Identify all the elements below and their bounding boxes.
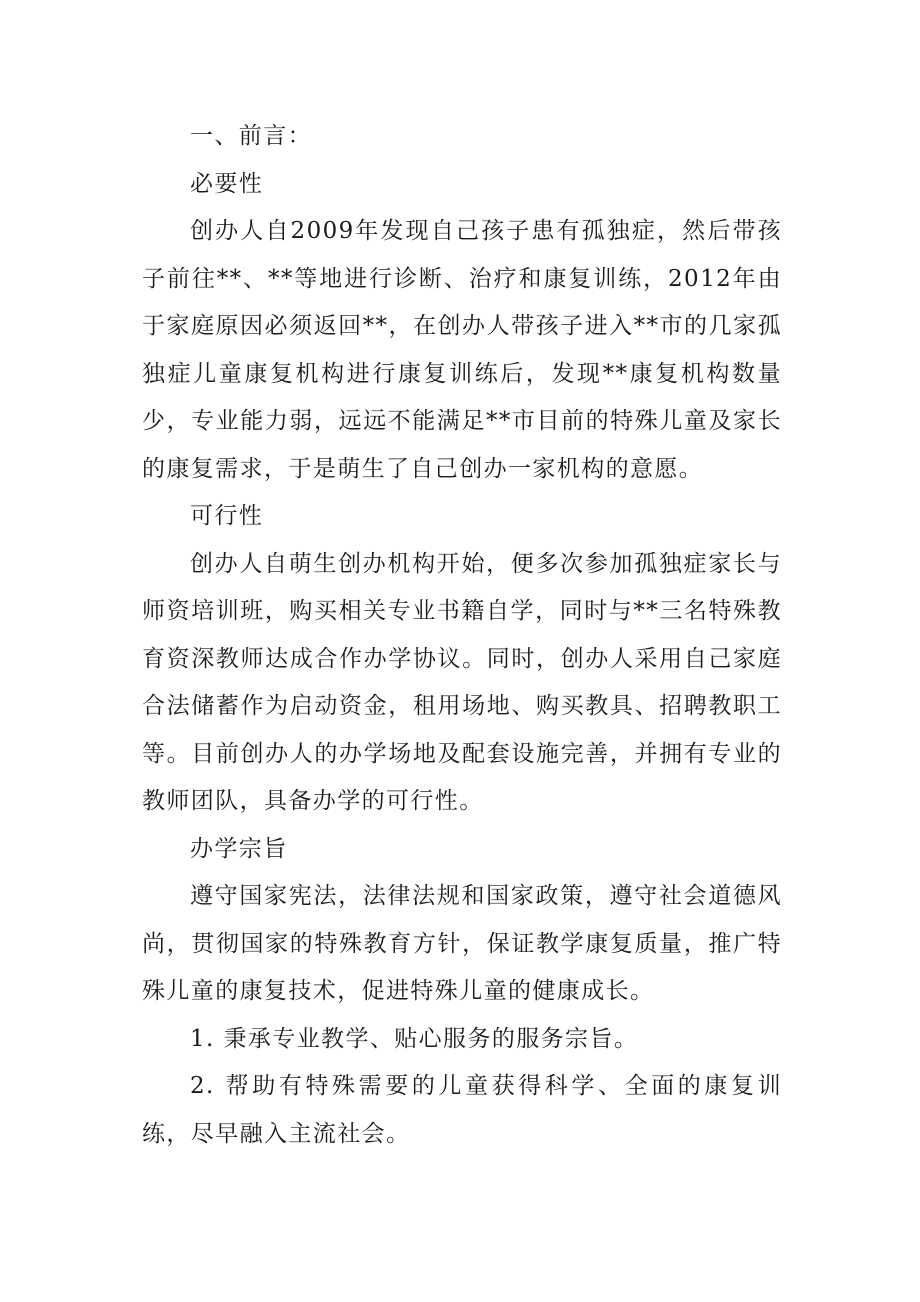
purpose-item-1: 1. 秉承专业教学、贴心服务的服务宗旨。	[190, 1025, 639, 1052]
necessity-heading: 必要性	[190, 170, 264, 197]
purpose-heading: 办学宗旨	[190, 835, 288, 862]
purpose-item-2: 2. 帮助有特殊需要的儿童获得科学、全面的康复训练，尽早融入主流社会。	[142, 1073, 782, 1147]
document-body	[142, 113, 782, 1158]
purpose-paragraph: 遵守国家宪法，法律法规和国家政策，遵守社会道德风尚，贯彻国家的特殊教育方针，保证教学康复质量，推广特殊儿童的康复技术，促进特殊儿童的健康成长。	[142, 883, 782, 1004]
feasibility-heading: 可行性	[190, 503, 264, 529]
section-title: 一、前言：	[190, 123, 312, 149]
necessity-paragraph: 创办人自2009年发现自己孩子患有孤独症，然后带孩子前往**、**等地进行诊断、治疗和康复训练，2012年由于家庭原因必须返回**，在创办人带孩子进入**市的几家孤独症儿童康复机构进行康复训练后，发现**康复机构数量少，专业能力弱，远远不能满足**市目前的特殊儿童及家长的康复需求，于是萌生了自己创办一家机构的意愿。	[142, 218, 782, 482]
feasibility-paragraph: 创办人自萌生创办机构开始，便多次参加孤独症家长与师资培训班，购买相关专业书籍自学，同时与**三名特殊教育资深教师达成合作办学协议。同时，创办人采用自己家庭合法储蓄作为启动资金，租用场地、购买教具、招聘教职工等。目前创办人的办学场地及配套设施完善，并拥有专业的教师团队，具备办学的可行性。	[142, 550, 782, 814]
